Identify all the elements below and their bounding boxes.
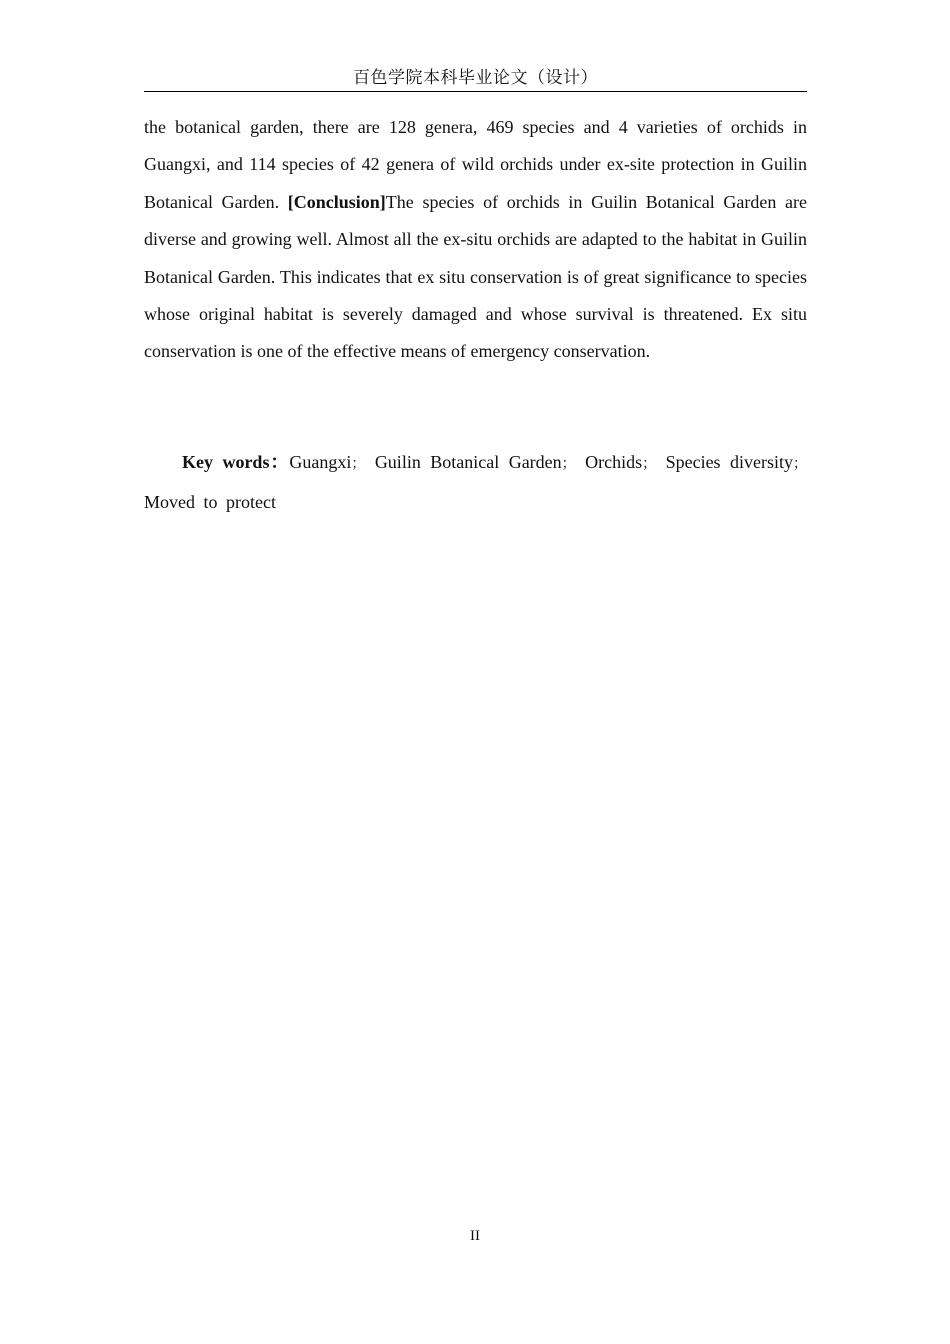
header-rule — [144, 91, 807, 92]
keywords-paragraph — [144, 443, 807, 521]
keyword-item: Species diversity — [665, 452, 794, 472]
keyword-item: Moved to protect — [144, 492, 276, 512]
abstract-paragraph — [144, 109, 807, 371]
keyword-item: Guangxi — [289, 452, 352, 472]
keyword-separator: ； — [793, 456, 808, 472]
keyword-item: Orchids — [585, 452, 643, 472]
page-header: 百色学院本科毕业论文（设计） — [353, 68, 598, 88]
keywords-label: Key words： — [182, 452, 290, 472]
conclusion-label: [Conclusion] — [287, 191, 386, 212]
abstract-text-part2: The species of orchids in Guilin Botanical Garden are diverse and growing well. Almost all the ex-situ orchids are adapted to the habitat in Guilin Botanical Garden. This indicates that ex situ conservation is of great significance to species whose original habitat is severely damaged and whose survival is threatened. Ex situ conservation is one of the effective means of emergency conservation. — [144, 191, 807, 362]
page-number: II — [470, 1228, 480, 1244]
keyword-item: Guilin Botanical Garden — [374, 452, 562, 472]
keyword-separator: ； — [351, 456, 366, 472]
keyword-separator: ； — [642, 456, 657, 472]
abstract-text-part1: the botanical garden, there are 128 genera, 469 species and 4 varieties of orchids in Guangxi, and 114 species of 42 genera of wild orchids under ex-site protection in Guilin Botanical Garden. — [144, 117, 807, 212]
keyword-separator: ； — [561, 456, 576, 472]
